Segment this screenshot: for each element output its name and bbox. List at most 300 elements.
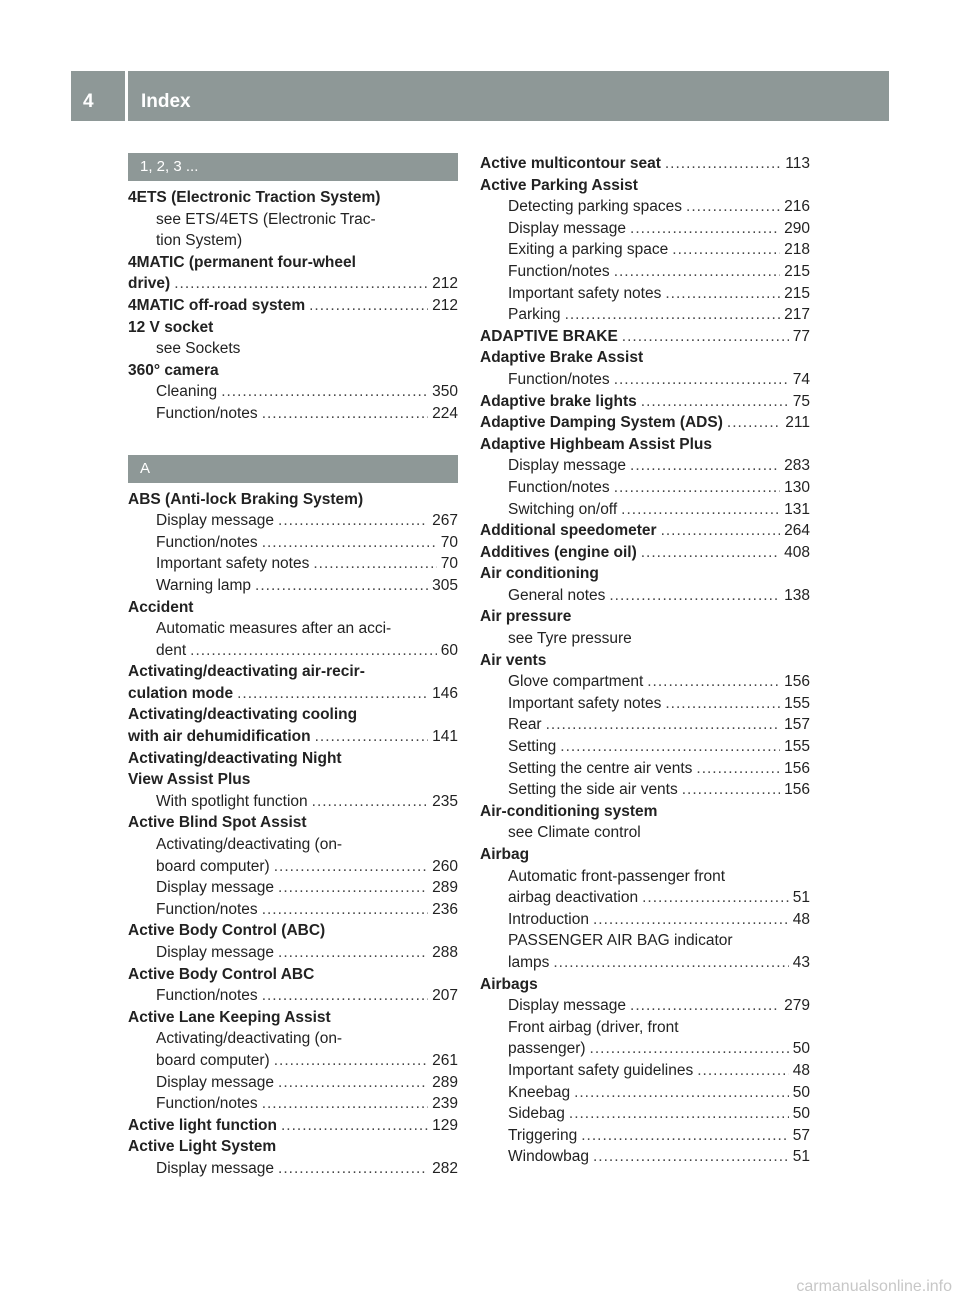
- index-subentry: [480, 736, 810, 758]
- index-entry: [128, 661, 458, 683]
- index-subentry: [480, 1146, 810, 1168]
- index-entry: [480, 974, 810, 996]
- entry-label: Rear: [508, 716, 542, 734]
- page-reference: 224: [432, 404, 458, 422]
- index-subentry: [128, 381, 458, 403]
- index-subentry: [128, 791, 458, 813]
- index-subentry: [480, 477, 810, 499]
- index-subentry: [480, 866, 810, 888]
- entry-label: dent: [156, 641, 187, 659]
- index-subentry: [480, 671, 810, 693]
- index-subentry: [128, 230, 458, 252]
- page-reference: 156: [784, 759, 810, 777]
- entry-label: Adaptive Highbeam Assist Plus: [480, 435, 712, 453]
- index-entry: [128, 597, 458, 619]
- index-subentry: [128, 856, 458, 878]
- page-reference: 218: [784, 241, 810, 259]
- index-entry: [128, 920, 458, 942]
- entry-label: Activating/deactivating Night: [128, 749, 342, 767]
- dot-leader: [174, 273, 428, 295]
- entry-label: Function/notes: [508, 262, 610, 280]
- index-section-header: A: [128, 455, 458, 483]
- entry-label: Adaptive Damping System (ADS): [480, 414, 723, 432]
- page-reference: 207: [432, 987, 458, 1005]
- entry-label: Kneebag: [508, 1083, 571, 1101]
- dot-leader: [309, 295, 428, 317]
- index-subentry: [128, 338, 458, 360]
- entry-label: PASSENGER AIR BAG indicator: [508, 932, 733, 950]
- index-subentry: [128, 1050, 458, 1072]
- index-subentry: [480, 887, 810, 909]
- dot-leader: [281, 1115, 428, 1137]
- index-subentry: [128, 942, 458, 964]
- entry-label: 4MATIC (permanent four-wheel: [128, 253, 356, 271]
- entry-label: Sidebag: [508, 1105, 565, 1123]
- index-section-header: 1, 2, 3 ...: [128, 153, 458, 181]
- entry-label: Switching on/off: [508, 500, 618, 518]
- entry-label: drive): [128, 275, 171, 293]
- dot-leader: [630, 455, 780, 477]
- index-entry: [128, 748, 458, 770]
- dot-leader: [262, 403, 428, 425]
- dot-leader: [647, 671, 780, 693]
- page-reference: 43: [792, 953, 810, 971]
- index-subentry: [480, 369, 810, 391]
- entry-label: Important safety notes: [508, 694, 662, 712]
- entry-label: Active Light System: [128, 1138, 277, 1156]
- dot-leader: [221, 381, 428, 403]
- index-subentry: [480, 779, 810, 801]
- dot-leader: [622, 326, 789, 348]
- page-reference: 51: [792, 1148, 810, 1166]
- entry-label: Function/notes: [156, 900, 258, 918]
- index-subentry: [128, 510, 458, 532]
- dot-leader: [609, 585, 780, 607]
- index-subentry: [480, 628, 810, 650]
- index-entry: [128, 1115, 458, 1137]
- entry-label: Activating/deactivating air-recir-: [128, 663, 365, 681]
- entry-label: Setting the centre air vents: [508, 759, 693, 777]
- entry-label: Important safety notes: [508, 284, 662, 302]
- entry-label: Display message: [156, 1159, 275, 1177]
- index-subentry: [480, 304, 810, 326]
- page-title: Index: [141, 91, 191, 112]
- index-entry: [480, 542, 810, 564]
- index-subentry: [480, 1038, 810, 1060]
- index-subentry: [480, 196, 810, 218]
- index-subentry: [480, 585, 810, 607]
- entry-label: Cleaning: [156, 383, 218, 401]
- page-reference: 235: [432, 792, 458, 810]
- index-subentry: [128, 834, 458, 856]
- entry-label: board computer): [156, 1051, 270, 1069]
- index-subentry: [128, 1158, 458, 1180]
- dot-leader: [312, 791, 428, 813]
- entry-label: Function/notes: [156, 404, 258, 422]
- index-subentry: [480, 283, 810, 305]
- dot-leader: [553, 952, 788, 974]
- index-subentry: [480, 995, 810, 1017]
- page-reference: 57: [792, 1126, 810, 1144]
- index-subentry: [480, 218, 810, 240]
- entry-label: Windowbag: [508, 1148, 589, 1166]
- entry-label: 4ETS (Electronic Traction System): [128, 189, 381, 206]
- index-entry: [128, 360, 458, 382]
- entry-label: ABS (Anti-lock Braking System): [128, 490, 364, 508]
- dot-leader: [727, 412, 781, 434]
- page-reference: 215: [784, 262, 810, 280]
- entry-label: Display message: [156, 879, 275, 897]
- dot-leader: [262, 985, 428, 1007]
- index-entry: [128, 1136, 458, 1158]
- page-reference: 129: [432, 1116, 458, 1134]
- page-reference: 212: [432, 275, 458, 293]
- index-subentry: [480, 239, 810, 261]
- entry-label: Activating/deactivating (on-: [156, 836, 343, 854]
- entry-label: Setting the side air vents: [508, 781, 678, 799]
- index-subentry: [480, 1103, 810, 1125]
- entry-label: board computer): [156, 857, 270, 875]
- dot-leader: [682, 779, 780, 801]
- entry-label: Airbags: [480, 975, 538, 993]
- entry-label: Air conditioning: [480, 565, 599, 583]
- dot-leader: [278, 942, 428, 964]
- index-entry: [128, 273, 458, 295]
- entry-label: Parking: [508, 306, 561, 324]
- entry-label: Warning lamp: [156, 576, 252, 594]
- page-header: [71, 71, 889, 121]
- entry-label: Exiting a parking space: [508, 241, 669, 259]
- index-subentry: [480, 822, 810, 844]
- page-reference: 267: [432, 512, 458, 530]
- index-subentry: [480, 758, 810, 780]
- page-reference: 156: [784, 781, 810, 799]
- dot-leader: [278, 510, 428, 532]
- index-entry: [128, 1007, 458, 1029]
- page-reference: 236: [432, 900, 458, 918]
- dot-leader: [274, 856, 428, 878]
- entry-label: 4MATIC off-road system: [128, 296, 306, 314]
- index-entry: [480, 520, 810, 542]
- entry-label: Important safety guidelines: [508, 1061, 694, 1079]
- entry-label: Adaptive brake lights: [480, 392, 637, 410]
- entry-label: Additives (engine oil): [480, 543, 637, 561]
- dot-leader: [262, 899, 428, 921]
- page-reference: 141: [432, 728, 458, 746]
- index-column-left: [128, 153, 458, 1180]
- page-reference: 264: [784, 522, 810, 540]
- dot-leader: [255, 575, 428, 597]
- index-subentry: [480, 1125, 810, 1147]
- dot-leader: [614, 477, 780, 499]
- page-reference: 239: [432, 1095, 458, 1113]
- entry-label: 12 V socket: [128, 318, 214, 336]
- dot-leader: [560, 736, 780, 758]
- entry-label: Automatic measures after an acci-: [156, 620, 392, 638]
- dot-leader: [593, 909, 789, 931]
- page-reference: 131: [784, 500, 810, 518]
- dot-leader: [278, 877, 428, 899]
- entry-label: With spotlight function: [156, 792, 308, 810]
- dot-leader: [630, 995, 780, 1017]
- page-reference: 50: [792, 1083, 810, 1101]
- dot-leader: [313, 553, 436, 575]
- entry-label: Display message: [156, 1073, 275, 1091]
- index-subentry: [128, 1072, 458, 1094]
- dot-leader: [696, 758, 780, 780]
- page-reference: 283: [784, 457, 810, 475]
- entry-label: Air vents: [480, 651, 547, 669]
- index-subentry: [480, 1060, 810, 1082]
- watermark: carmanualsonline.info: [796, 1278, 952, 1295]
- page-reference: 288: [432, 944, 458, 961]
- dot-leader: [546, 714, 781, 736]
- index-column-right: [480, 153, 810, 1168]
- entry-label: Active Blind Spot Assist: [128, 814, 307, 832]
- index-entry: [128, 964, 458, 986]
- entry-label: Airbag: [480, 846, 530, 863]
- entry-label: Detecting parking spaces: [508, 198, 683, 216]
- dot-leader: [665, 153, 781, 175]
- index-entry: [128, 812, 458, 834]
- index-subentry: [128, 877, 458, 899]
- page-reference: 75: [792, 392, 810, 410]
- page-reference: 217: [784, 306, 810, 324]
- page-reference: 157: [784, 716, 810, 734]
- index-entry: [480, 650, 810, 672]
- dot-leader: [190, 640, 437, 662]
- index-subentry: [480, 693, 810, 715]
- entry-label: Display message: [508, 219, 627, 237]
- entry-label: Automatic front-passenger front: [508, 867, 726, 885]
- entry-label: Function/notes: [508, 478, 610, 496]
- entry-label: tion System): [156, 232, 243, 250]
- index-subentry: [480, 909, 810, 931]
- index-entry: [128, 252, 458, 274]
- dot-leader: [614, 261, 780, 283]
- dot-leader: [686, 196, 780, 218]
- header-divider: [125, 71, 128, 121]
- page-reference: 216: [784, 198, 810, 216]
- index-subentry: [480, 499, 810, 521]
- index-entry: [480, 175, 810, 197]
- index-entry: [128, 317, 458, 339]
- index-subentry: [480, 714, 810, 736]
- dot-leader: [641, 391, 789, 413]
- page-reference: 282: [432, 1159, 458, 1177]
- entry-label: Display message: [508, 997, 627, 1015]
- entry-label: Important safety notes: [156, 555, 310, 573]
- page-reference: 113: [785, 155, 810, 172]
- dot-leader: [315, 726, 429, 748]
- index-subentry: [480, 952, 810, 974]
- entry-label: Active light function: [128, 1116, 277, 1134]
- index-subentry: [128, 985, 458, 1007]
- entry-label: Function/notes: [156, 987, 258, 1005]
- page-reference: 50: [792, 1040, 810, 1058]
- entry-label: Display message: [156, 944, 275, 961]
- entry-label: Active Body Control (ABC): [128, 922, 326, 940]
- index-subentry: [480, 455, 810, 477]
- index-subentry: [480, 930, 810, 952]
- index-entry: [128, 295, 458, 317]
- page-reference: 260: [432, 857, 458, 875]
- dot-leader: [665, 283, 780, 305]
- index-entry: [480, 563, 810, 585]
- dot-leader: [574, 1082, 789, 1104]
- page-reference: 146: [432, 684, 458, 702]
- page-reference: 155: [784, 738, 810, 756]
- index-subentry: [128, 899, 458, 921]
- index-entry: [480, 606, 810, 628]
- entry-label: Accident: [128, 598, 194, 616]
- dot-leader: [621, 499, 780, 521]
- index-subentry: [480, 261, 810, 283]
- index-subentry: [480, 1017, 810, 1039]
- index-subentry: [128, 640, 458, 662]
- entry-label: Display message: [508, 457, 627, 475]
- entry-label: Active Body Control ABC: [128, 965, 315, 983]
- index-entry: [128, 683, 458, 705]
- page-reference: 289: [432, 879, 458, 897]
- entry-label: Activating/deactivating (on-: [156, 1030, 343, 1048]
- entry-label: Display message: [156, 512, 275, 530]
- dot-leader: [565, 304, 781, 326]
- section-gap: [128, 425, 458, 455]
- dot-leader: [237, 683, 428, 705]
- entry-label: Active Lane Keeping Assist: [128, 1008, 331, 1026]
- index-entry: [480, 412, 810, 434]
- page-reference: 211: [785, 414, 810, 432]
- index-subentry: [128, 532, 458, 554]
- index-subentry: [128, 1093, 458, 1115]
- entry-label: Additional speedometer: [480, 522, 657, 540]
- index-subentry: [128, 575, 458, 597]
- page-reference: 408: [784, 543, 810, 561]
- entry-label: Function/notes: [156, 533, 258, 551]
- entry-label: see Climate control: [508, 824, 641, 842]
- dot-leader: [590, 1038, 789, 1060]
- page-reference: 212: [432, 296, 458, 314]
- page-reference: 48: [792, 910, 810, 928]
- entry-label: Air pressure: [480, 608, 572, 626]
- entry-label: Active multicontour seat: [480, 155, 661, 172]
- entry-label: General notes: [508, 586, 606, 604]
- page-number: 4: [83, 91, 94, 112]
- index-entry: [480, 844, 810, 866]
- page-reference: 48: [792, 1061, 810, 1079]
- entry-label: with air dehumidification: [128, 728, 311, 746]
- page-reference: 350: [432, 383, 458, 401]
- entry-label: Adaptive Brake Assist: [480, 349, 644, 367]
- entry-label: View Assist Plus: [128, 771, 251, 789]
- entry-label: airbag deactivation: [508, 889, 639, 907]
- dot-leader: [697, 1060, 789, 1082]
- page-reference: 289: [432, 1073, 458, 1091]
- index-entry: [480, 434, 810, 456]
- index-entry: [480, 326, 810, 348]
- index-subentry: [128, 1028, 458, 1050]
- index-entry: [128, 726, 458, 748]
- index-entry: [128, 489, 458, 511]
- index-subentry: [480, 1082, 810, 1104]
- index-subentry: [128, 403, 458, 425]
- entry-label: Air-conditioning system: [480, 802, 658, 820]
- entry-label: Introduction: [508, 910, 589, 928]
- index-entry: [128, 769, 458, 791]
- page-reference: 77: [792, 327, 810, 345]
- dot-leader: [262, 532, 437, 554]
- dot-leader: [278, 1158, 428, 1180]
- entry-label: lamps: [508, 953, 550, 971]
- dot-leader: [278, 1072, 428, 1094]
- page-reference: 279: [784, 997, 810, 1015]
- page-reference: 155: [784, 694, 810, 712]
- entry-label: Glove compartment: [508, 673, 644, 691]
- index-subentry: [128, 209, 458, 231]
- entry-label: Front airbag (driver, front: [508, 1018, 679, 1036]
- dot-leader: [665, 693, 780, 715]
- entry-label: see Sockets: [156, 340, 241, 358]
- page-reference: 290: [784, 219, 810, 237]
- page-reference: 60: [440, 641, 458, 659]
- entry-label: Function/notes: [508, 370, 610, 388]
- dot-leader: [642, 887, 789, 909]
- entry-label: Activating/deactivating cooling: [128, 706, 358, 724]
- entry-label: Triggering: [508, 1126, 578, 1144]
- index-entry: [128, 187, 458, 209]
- entry-label: culation mode: [128, 684, 234, 702]
- index-entry: [480, 347, 810, 369]
- dot-leader: [614, 369, 789, 391]
- page-reference: 261: [432, 1051, 458, 1069]
- dot-leader: [581, 1125, 789, 1147]
- index-entry: [480, 153, 810, 175]
- entry-label: Function/notes: [156, 1095, 258, 1113]
- dot-leader: [641, 542, 780, 564]
- page-reference: 51: [792, 889, 810, 907]
- entry-label: Active Parking Assist: [480, 176, 638, 194]
- dot-leader: [630, 218, 780, 240]
- dot-leader: [274, 1050, 428, 1072]
- index-entry: [480, 391, 810, 413]
- dot-leader: [262, 1093, 428, 1115]
- dot-leader: [569, 1103, 789, 1125]
- dot-leader: [672, 239, 780, 261]
- page-reference: 138: [784, 586, 810, 604]
- index-entry: [128, 704, 458, 726]
- index-entry: [480, 801, 810, 823]
- page-reference: 74: [792, 370, 810, 388]
- page-reference: 130: [784, 478, 810, 496]
- entry-label: 360° camera: [128, 361, 219, 379]
- page-reference: 156: [784, 673, 810, 691]
- entry-label: passenger): [508, 1040, 586, 1058]
- entry-label: see ETS/4ETS (Electronic Trac-: [156, 210, 376, 228]
- dot-leader: [593, 1146, 789, 1168]
- page-reference: 305: [432, 576, 458, 594]
- entry-label: Setting: [508, 738, 557, 756]
- page-reference: 70: [440, 555, 458, 573]
- index-subentry: [128, 553, 458, 575]
- dot-leader: [661, 520, 781, 542]
- page-reference: 50: [792, 1105, 810, 1123]
- index-subentry: [128, 618, 458, 640]
- page-reference: 70: [440, 533, 458, 551]
- entry-label: see Tyre pressure: [508, 630, 632, 648]
- entry-label: ADAPTIVE BRAKE: [480, 327, 618, 345]
- page-reference: 215: [784, 284, 810, 302]
